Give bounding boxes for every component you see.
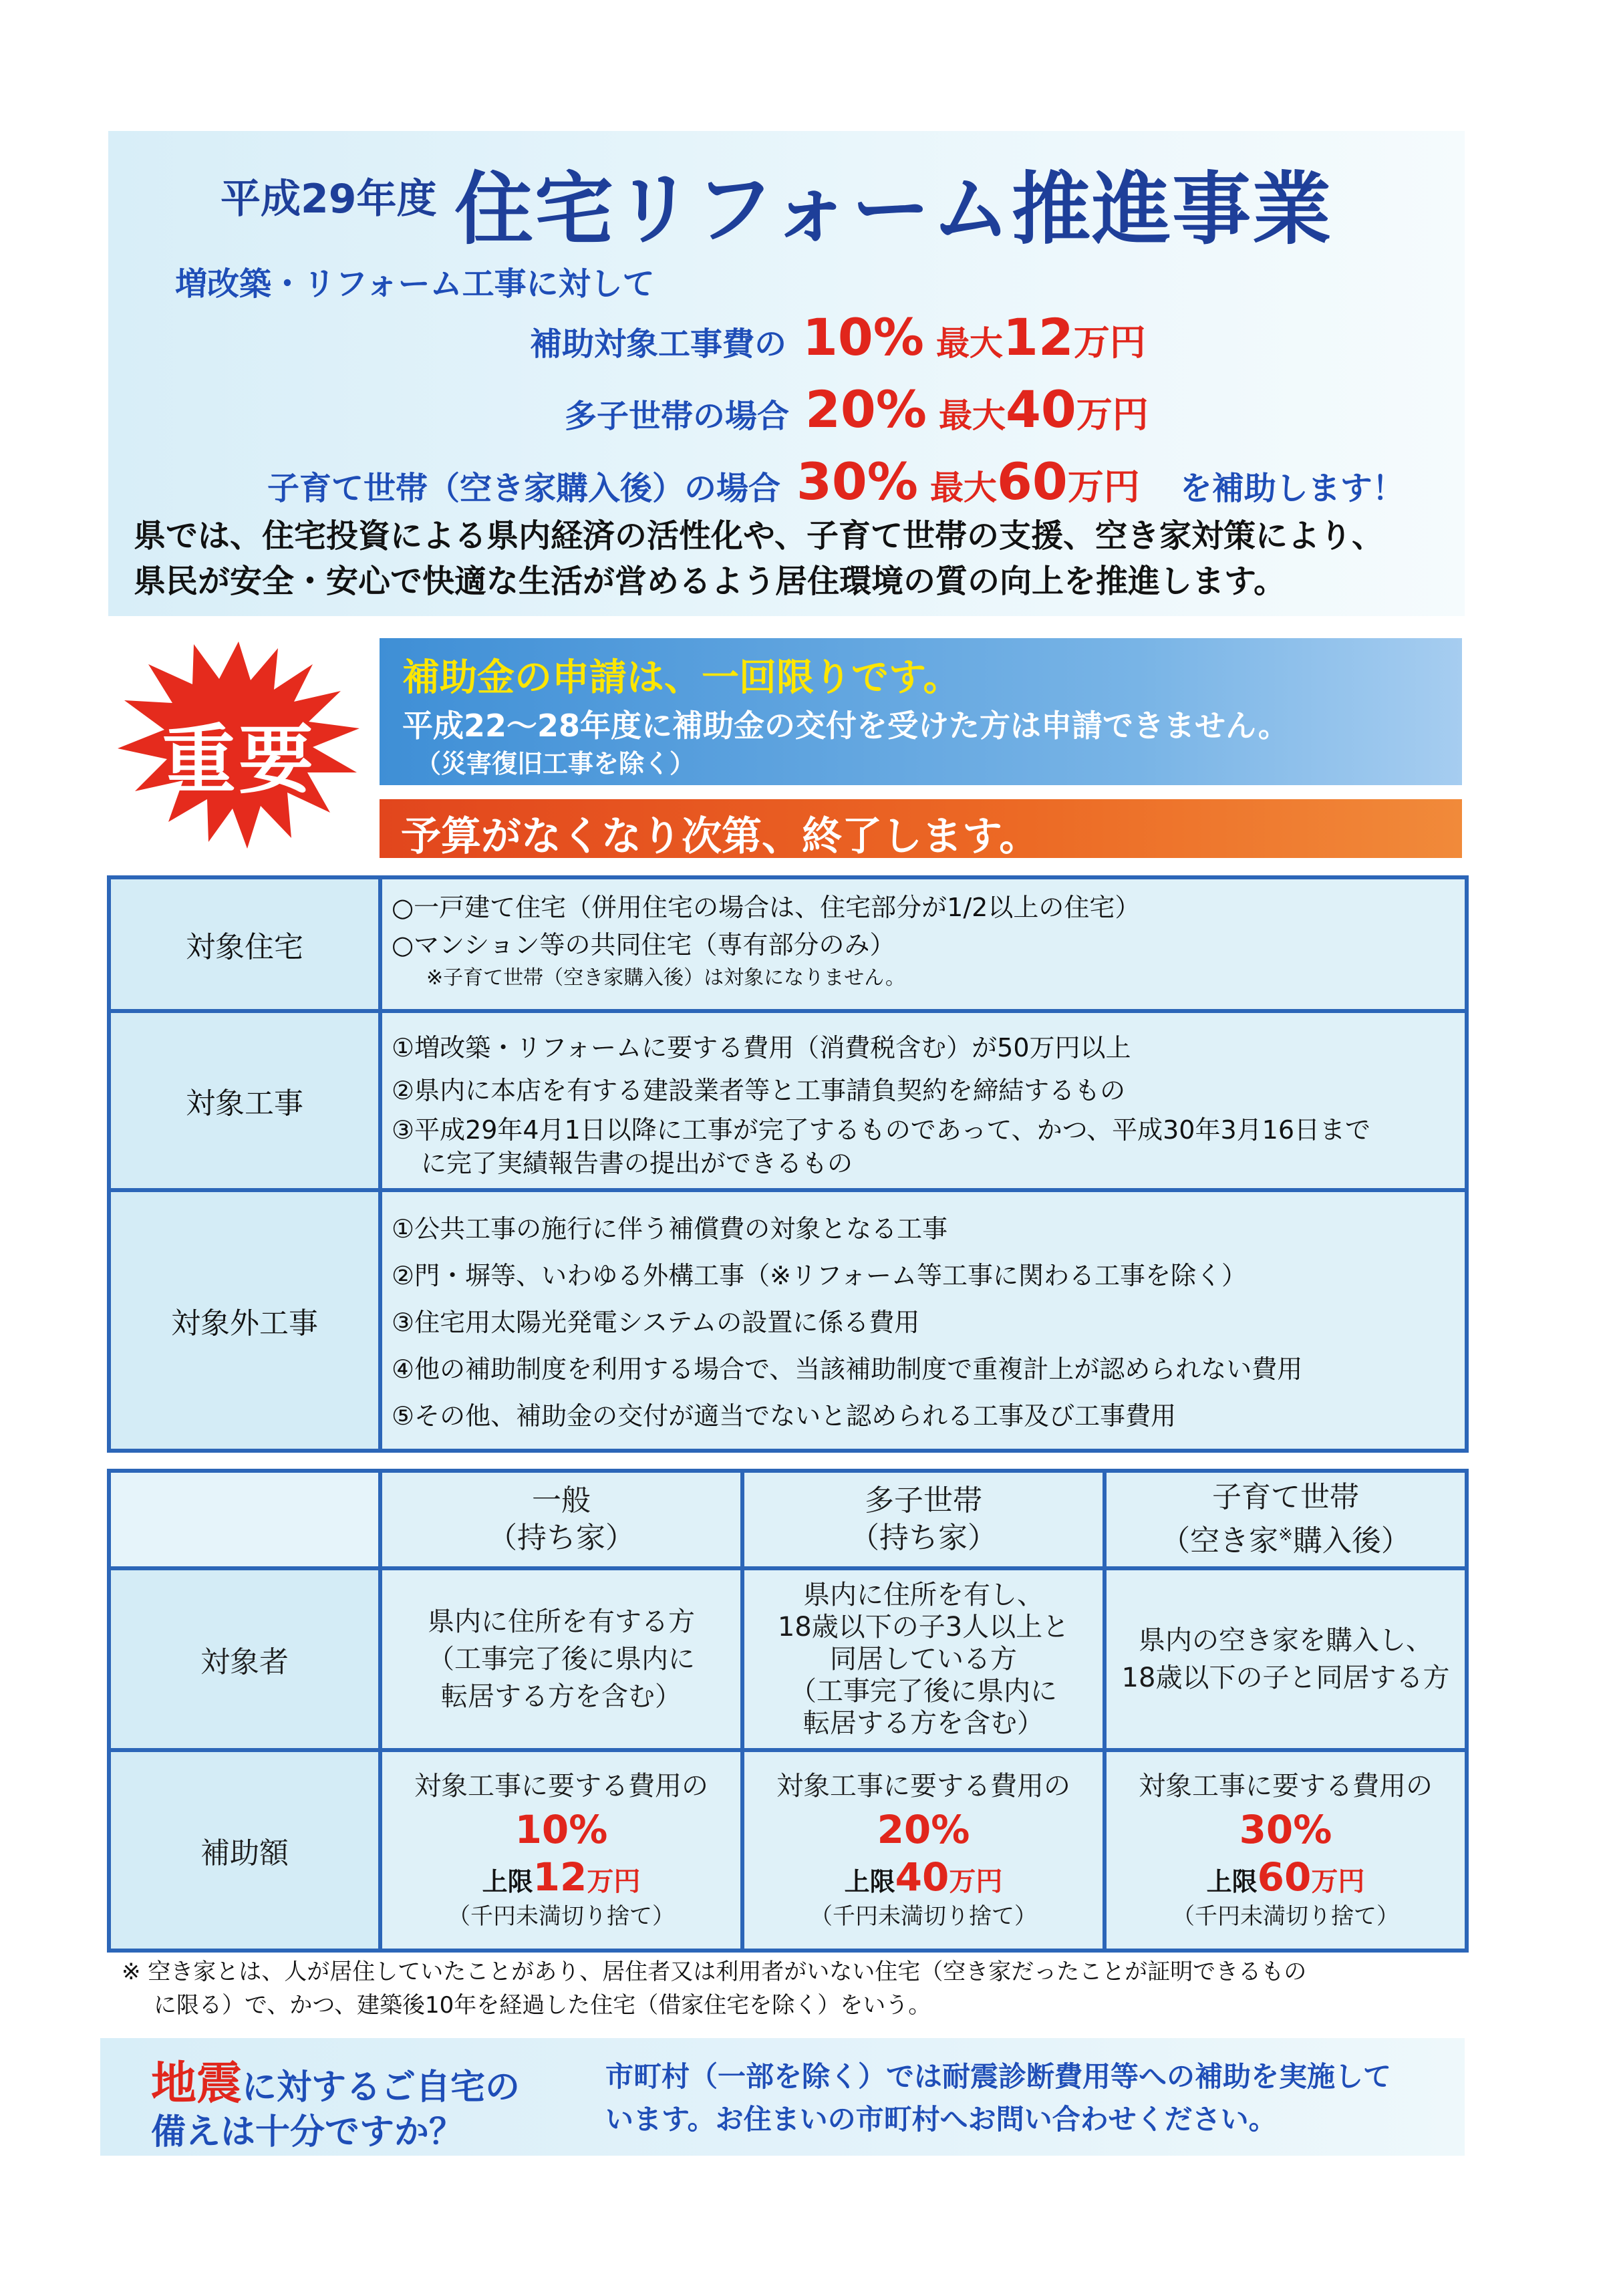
conditions-table bbox=[107, 875, 1469, 1453]
important-label: 重要 bbox=[161, 717, 316, 804]
excluded-content bbox=[380, 1190, 1467, 1451]
table-row bbox=[109, 877, 1467, 1011]
table-row bbox=[109, 1011, 1467, 1190]
column-general bbox=[380, 1471, 742, 1568]
rate-row-childrearing: 子育て世帯（空き家購入後）の場合 30% 最大60万円 を補助します！ bbox=[267, 452, 1405, 511]
housing-content bbox=[380, 877, 1467, 1011]
info-line: います。お住まいの市町村へお問い合わせください。 bbox=[605, 2103, 1277, 2136]
description bbox=[134, 513, 1457, 604]
notice-once: 補助金の申請は、一回限りです。 bbox=[402, 656, 961, 700]
column-subtitle: （持ち家） bbox=[850, 1521, 997, 1555]
page-title: 住宅リフォーム推進事業 bbox=[454, 163, 1333, 255]
description-line: 県民が安全・安心で快適な生活が営めるよう居住環境の質の向上を推進します。 bbox=[134, 563, 1286, 600]
list-item: ○一戸建て住宅（併用住宅の場合は、住宅部分が1/2以上の住宅） bbox=[392, 893, 1141, 922]
list-item: ①公共工事の施行に伴う補償費の対象となる工事 bbox=[392, 1214, 948, 1244]
amount-percent: 20% bbox=[877, 1807, 970, 1852]
column-title: 多子世帯 bbox=[865, 1483, 982, 1518]
list-item: ③平成29年4月1日以降に工事が完了するものであって、かつ、平成30年3月16日まで bbox=[392, 1115, 1371, 1145]
amount-percent: 10% bbox=[515, 1807, 608, 1852]
footnote-mark: ※ bbox=[1278, 1525, 1293, 1546]
column-multichild bbox=[742, 1471, 1105, 1568]
list-item: に完了実績報告書の提出ができるもの bbox=[421, 1149, 853, 1178]
footnote-line: に限る）で、かつ、建築後10年を経過した住宅（借家住宅を除く）をいう。 bbox=[154, 1992, 931, 2019]
list-item: ③住宅用太陽光発電システムの設置に係る費用 bbox=[392, 1308, 920, 1337]
eligible-general: 県内に住所を有する方 （工事完了後に県内に 転居する方を含む） bbox=[380, 1568, 742, 1750]
housing-note: ※子育て世帯（空き家購入後）は対象になりません。 bbox=[426, 966, 905, 990]
amount-percent: 30% bbox=[1239, 1807, 1332, 1852]
earthquake-heading: 地震に対するご自宅の bbox=[151, 2057, 521, 2110]
column-childrearing bbox=[1105, 1471, 1467, 1568]
lead-text: 増改築・リフォーム工事に対して bbox=[175, 265, 655, 303]
works-content bbox=[380, 1011, 1467, 1190]
works-label: 対象工事 bbox=[109, 1011, 380, 1190]
table-row bbox=[109, 1750, 1467, 1951]
list-item: ①増改築・リフォームに要する費用（消費税含む）が50万円以上 bbox=[392, 1033, 1131, 1062]
table-row bbox=[109, 1190, 1467, 1451]
corner-cell bbox=[109, 1471, 380, 1568]
column-subtitle: （持ち家） bbox=[488, 1521, 635, 1555]
excluded-label: 対象外工事 bbox=[109, 1190, 380, 1451]
table-row bbox=[109, 1471, 1467, 1568]
list-item: ④他の補助制度を利用する場合で、当該補助制度で重複計上が認められない費用 bbox=[392, 1354, 1303, 1384]
list-item: ②県内に本店を有する建設業者等と工事請負契約を締結するもの bbox=[392, 1076, 1126, 1105]
subsidy-table bbox=[107, 1469, 1469, 1953]
list-item: ⑤その他、補助金の交付が適当でないと認められる工事及び工事費用 bbox=[392, 1401, 1177, 1431]
info-line: 市町村（一部を除く）では耐震診断費用等への補助を実施して bbox=[605, 2060, 1392, 2093]
notice-exception: （災害復旧工事を除く） bbox=[416, 749, 696, 778]
description-line: 県では、住宅投資による県内経済の活性化や、子育て世帯の支援、空き家対策により、 bbox=[134, 517, 1384, 555]
budget-notice: 予算がなくなり次第、終了します。 bbox=[401, 813, 1040, 860]
column-title: 一般 bbox=[532, 1483, 591, 1518]
municipality-info bbox=[605, 2055, 1447, 2141]
rate-row-general: 補助対象工事費の 10% 最大12万円 bbox=[530, 307, 1146, 367]
amount-childrearing: 対象工事に要する費用の 30% 上限60万円 （千円未満切り捨て） bbox=[1105, 1750, 1467, 1951]
rate-row-multichild: 多子世帯の場合 20% 最大40万円 bbox=[565, 380, 1149, 439]
eligible-label: 対象者 bbox=[109, 1568, 380, 1750]
eligible-childrearing: 県内の空き家を購入し、 18歳以下の子と同居する方 bbox=[1105, 1568, 1467, 1750]
footnote bbox=[122, 1955, 1451, 2022]
column-title: 子育て世帯 bbox=[1212, 1480, 1359, 1515]
notice-prior-recipients: 平成22～28年度に補助金の交付を受けた方は申請できません。 bbox=[402, 708, 1289, 744]
housing-label: 対象住宅 bbox=[109, 877, 380, 1011]
amount-label: 補助額 bbox=[109, 1750, 380, 1951]
amount-multichild: 対象工事に要する費用の 20% 上限40万円 （千円未満切り捨て） bbox=[742, 1750, 1105, 1951]
fiscal-year: 平成29年度 bbox=[221, 176, 437, 223]
list-item: ②門・塀等、いわゆる外構工事（※リフォーム等工事に関わる工事を除く） bbox=[392, 1261, 1248, 1290]
eligible-multichild: 県内に住所を有し、 18歳以下の子3人以上と 同居している方 （工事完了後に県内に 転居する方を含む） bbox=[742, 1568, 1105, 1750]
column-subtitle: （空き家※購入後） bbox=[1161, 1524, 1411, 1558]
earthquake-question: 備えは十分ですか？ bbox=[151, 2112, 464, 2152]
amount-general: 対象工事に要する費用の 10% 上限12万円 （千円未満切り捨て） bbox=[380, 1750, 742, 1951]
table-row bbox=[109, 1568, 1467, 1750]
list-item: ○マンション等の共同住宅（専有部分のみ） bbox=[392, 930, 895, 960]
footnote-line: ※ 空き家とは、人が居住していたことがあり、居住者又は利用者がいない住宅（空き家だったことが証明できるもの bbox=[122, 1959, 1307, 1985]
